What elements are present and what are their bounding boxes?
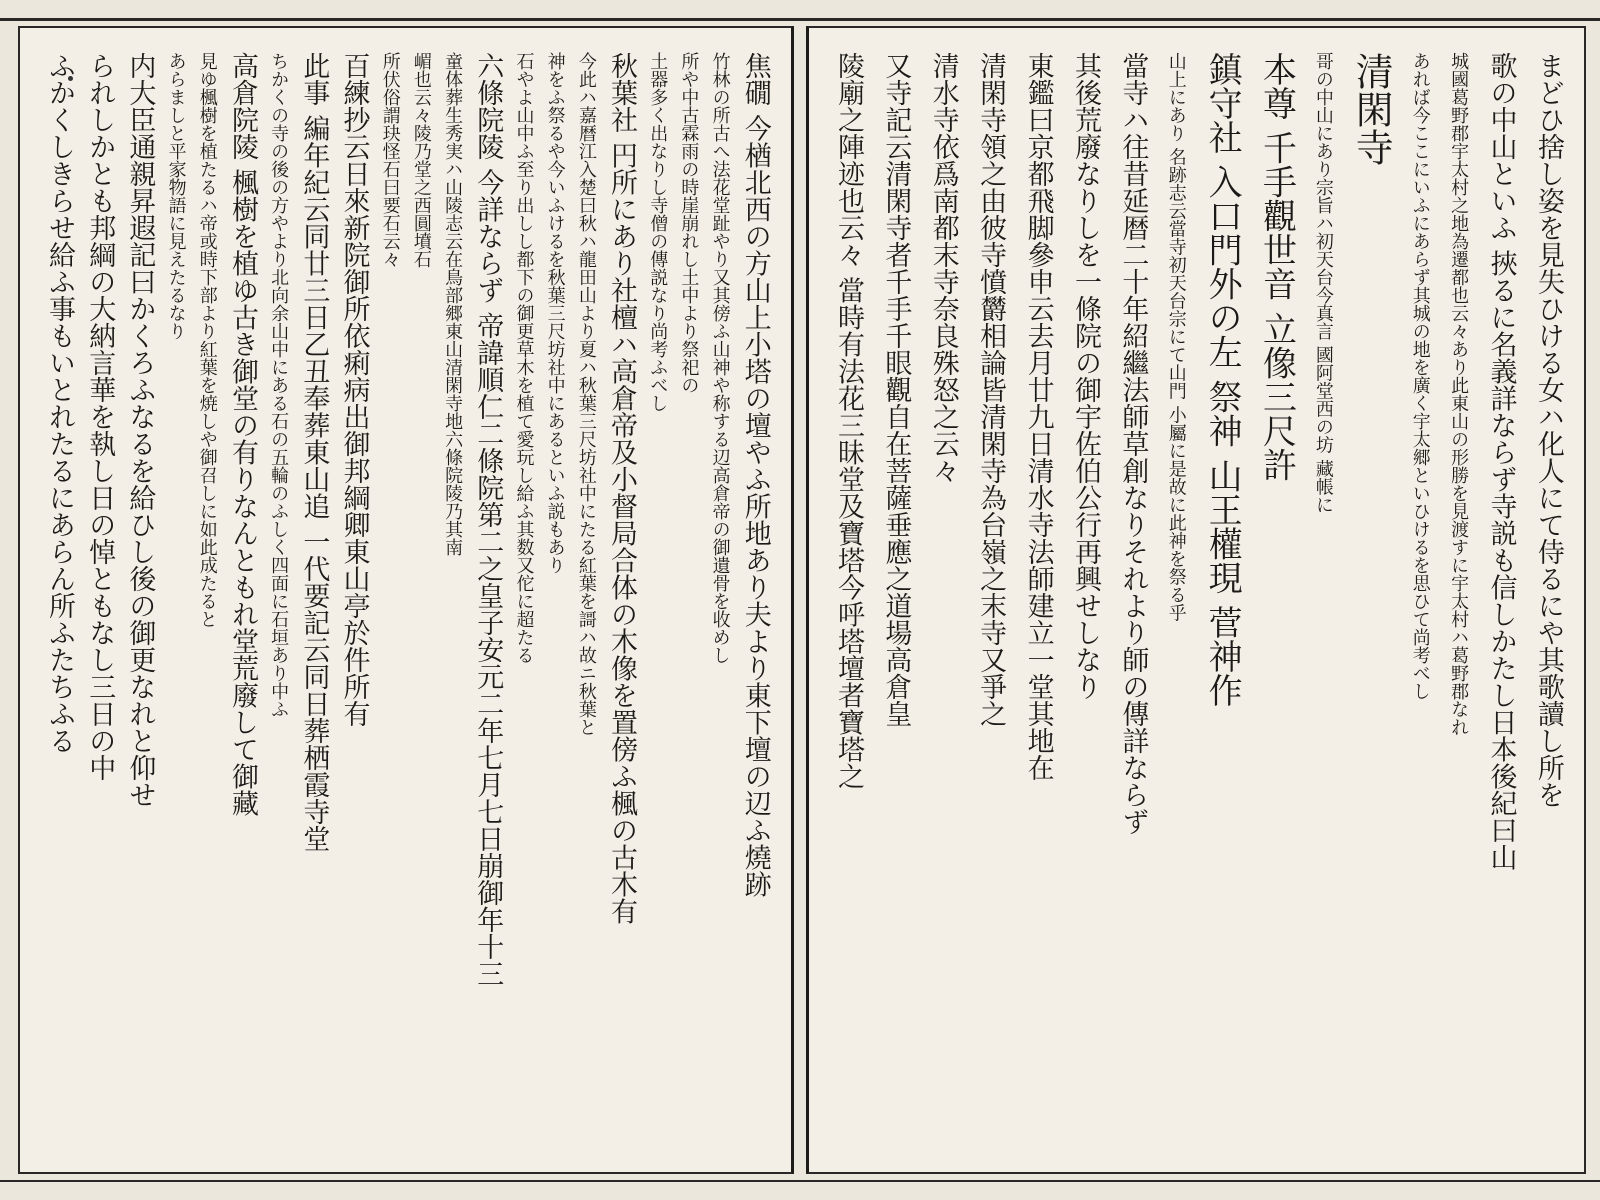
left-page-text-column: 高倉院陵 楓樹を植ゆ古き御堂の有りなんともれ堂荒廢して御藏: [226, 52, 258, 817]
left-page-text-column: 土器多く出なりし寺僧の傳説なり尚考ふべし: [647, 52, 669, 412]
left-page-text-column: 所や中古霖雨の時崖崩れし土中より祭祀の: [678, 52, 700, 394]
right-page-text-column: 鎮守社 入口門外の左 祭神 山王權現 菅神作: [1202, 52, 1243, 708]
left-page-text-column: 此事 編年紀云同廿三日乙丑奉葬東山追 一代要記云同日葬栖霞寺堂: [298, 52, 330, 853]
left-page-text-column: 内大臣通親昇遐記曰かくろふなるを給ひし後の御更なれと仰せ: [124, 52, 156, 808]
left-page-text-column: 童体葬生秀実ハ山陵志云在鳥部郷東山清閑寺地六條院陵乃其南: [442, 52, 464, 556]
left-page-text-column: 焦礀 今楢北西の方山上小塔の壇やふ所地あり夫より東下壇の辺ふ燒跡: [739, 52, 771, 898]
left-page-text-column: ふかくしきらせ給ふ事もいとれたるにあらん所ふたちふる: [44, 52, 75, 754]
right-page: [806, 26, 1586, 1174]
right-page-text-column: 當寺ハ往昔延暦二十年紹繼法師草創なりそれより師の傳詳ならず: [1117, 52, 1149, 835]
top-border-line: [0, 18, 1600, 21]
right-page-text-column: 本尊 千手觀世音 立像三尺許: [1256, 52, 1297, 482]
left-page-text-column: 所伏俗謂玦怪石曰要石云々: [379, 52, 401, 268]
left-page-text-column: ちかくの寺の後の方やより北向余山中にある石の五輪のふしく四面に石垣あり中ふ: [268, 52, 290, 718]
right-page-text-column: 城國葛野郡宇太村之地為遷都也云々あり此東山の形勝を見渡すに宇太村ハ葛野郡なれ: [1448, 52, 1470, 736]
right-page-text-column: 陵廟之陣迹也云々 當時有法花三昧堂及寶塔今呼塔壇者寶塔之: [833, 52, 864, 790]
left-page-text-column: 六條院陵 今詳ならず 帝諱順仁二條院第二之皇子安元二年七月七日崩御年十三: [472, 52, 504, 988]
left-page-text-column: 石やよ山中ふ至り出しし都下の御更草木を植て愛玩し給ふ其数又佗に超たる: [513, 52, 535, 664]
right-page-text-column: 清閑寺: [1349, 52, 1394, 166]
right-page-text-column: 清水寺依爲南都末寺奈良殊怒之云々: [927, 52, 959, 484]
left-page-text-column: られしかとも邦綱の大納言華を執し日の悼ともなし三日の中: [84, 52, 116, 781]
left-page: [18, 26, 794, 1174]
left-page-text-column: 百練抄云日來新院御所依痢病出御邦綱卿東山亭於件所有: [338, 52, 370, 727]
left-page-text-column: 今此ハ嘉暦江入楚曰秋ハ龍田山より夏ハ秋葉三尺坊社中にたる紅葉を謌ハ故ニ秋葉と: [575, 52, 597, 736]
left-page-text-column: 嵋也云々陵乃堂之西圓墳石: [410, 52, 432, 268]
right-page-text-column: 清閑寺領之由彼寺憤欝相論皆清閑寺為台嶺之末寺又爭之: [975, 52, 1007, 727]
right-page-text-column: 又寺記云清閑寺者千手千眼觀自在菩薩垂應之道場高倉皇: [880, 52, 912, 727]
right-page-text-column: まどひ捨し姿を見失ひける女ハ化人にて侍るにや其歌讀し所を: [1532, 52, 1564, 808]
left-page-text-column: 神をふ祭るや今いふけるを秋葉三尺坊社中にあるといふ説もあり: [544, 52, 566, 574]
bottom-border-line: [0, 1180, 1600, 1182]
right-page-text-column: あれば今ここにいふにあらず其城の地を廣く宇太郷といひけるを思ひて尚考べし: [1409, 52, 1431, 700]
right-page-text-column: 東鑑曰京都飛脚參申云去月廿九日清水寺法師建立一堂其地在: [1022, 52, 1054, 781]
left-page-columns: [46, 52, 769, 1158]
right-page-text-column: 山上にあり 名跡志云當寺初天台宗にて山門 小屬に是故に此神を祭る乎: [1165, 52, 1187, 622]
left-page-text-column: 竹林の所古へ法花堂趾やり又其傍ふ山神や称する辺高倉帝の御遺骨を收めし: [709, 52, 731, 664]
right-page-text-column: 其後荒廢なりしを一條院の御宇佐伯公行再興せしなり: [1069, 52, 1101, 700]
left-page-text-column: あらましと平家物語に見えたるなり: [165, 52, 187, 340]
right-page-text-column: 哥の中山にあり宗旨ハ初天台今真言 國阿堂西の坊 藏帳に: [1312, 52, 1334, 514]
right-page-columns: [835, 52, 1562, 1158]
right-page-text-column: 歌の中山といふ 挾るに名義詳ならず寺説も信しかたし日本後紀曰山: [1485, 52, 1517, 871]
left-page-text-column: 秋葉社 円所にあり社檀ハ高倉帝及小督局合体の木像を置傍ふ楓の古木有: [606, 52, 637, 925]
left-page-text-column: 見ゆ楓樹を植たるハ帝或時下部より紅葉を焼しや御召しに如此成たると: [196, 52, 218, 628]
